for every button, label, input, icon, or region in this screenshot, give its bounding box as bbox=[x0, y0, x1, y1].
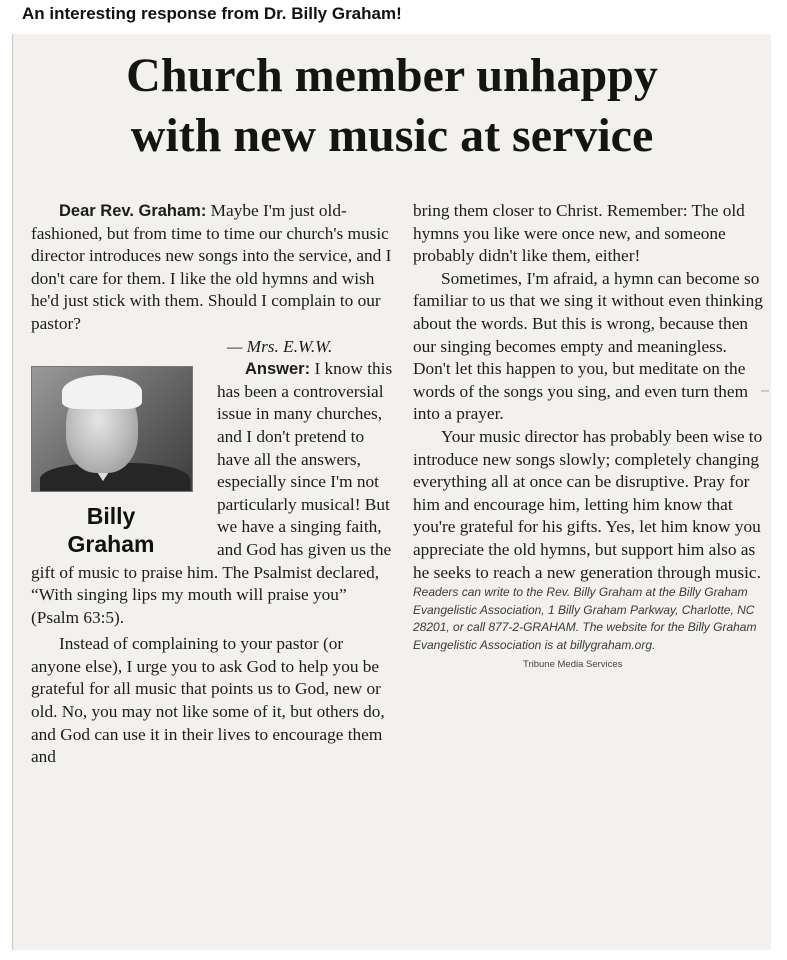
columnist-last-name: Graham bbox=[67, 531, 155, 558]
letter-paragraph bbox=[31, 200, 393, 336]
scan-mark bbox=[761, 390, 769, 392]
answer-label: Answer: bbox=[245, 360, 311, 379]
columnist-photo-block bbox=[31, 358, 209, 558]
right-column bbox=[413, 200, 763, 677]
headline-line-2: with new music at service bbox=[130, 109, 654, 162]
letter-body: Maybe I'm just old-fashioned, but from time to time our church's music director introduces new songs into the service, and I don't care for them. I like the old hymns and wish he'd just stick with them. Should I complain to our pastor? bbox=[31, 201, 392, 333]
syndication-credit: Tribune Media Services bbox=[523, 659, 623, 671]
newspaper-clipping bbox=[12, 34, 771, 950]
columnist-first-name: Billy bbox=[86, 503, 136, 530]
headline bbox=[13, 46, 771, 166]
answer-paragraph-4: Your music director has probably been wise to introduce new songs slowly; completely changing everything all at once can be disruptive. Pray for him and encourage him, letting him know that you're grateful for his gifts. Yes, let him know you appreciate the old hymns, but support him also as he seeks to reach a new generation through music. bbox=[413, 426, 763, 582]
answer-p1: I know this has been a controversial issue in many churches, and I don't pretend to have all the answers, especially since I'm not particularly musical! But we have a singing faith, and God has given us the gift of music to praise him. The Psalmist declared, “With singing lips my mouth will praise you” (Psalm 63:5). bbox=[31, 359, 393, 627]
answer-paragraph-2: Instead of complaining to your pastor (or anyone else), I urge you to ask God to help you be grateful for all music that points us to God, new or old. No, you may not like some of it, but others do, and God can use it in their lives to encourage them and bbox=[31, 634, 385, 767]
answer-paragraph-2-continued: bring them closer to Christ. Remember: The old hymns you like were once new, and someone probably didn't like them, either! bbox=[413, 201, 745, 266]
letter-signature: — Mrs. E.W.W. bbox=[227, 336, 333, 356]
left-column bbox=[31, 200, 393, 769]
columnist-byline bbox=[31, 502, 191, 558]
post-caption: An interesting response from Dr. Billy Graham! bbox=[22, 4, 402, 23]
headline-line-1: Church member unhappy bbox=[126, 49, 658, 102]
answer-paragraph-3: Sometimes, I'm afraid, a hymn can become so familiar to us that we sing it without even thinking about the words. But this is wrong, because then our singing becomes empty and meaningless. Don't let this happen to you, but meditate on the words of the songs you sing, and even turn them into a prayer. bbox=[413, 268, 763, 424]
reader-contact-note: Readers can write to the Rev. Billy Graham at the Billy Graham Evangelistic Association, 1 Billy Graham Parkway, Charlotte, NC 28201, or call 877-2-GRAHAM. The website for the Billy Graham Evangelistic Association is at billygraham.org. bbox=[413, 585, 757, 652]
letter-salutation: Dear Rev. Graham: bbox=[59, 202, 207, 220]
columnist-photo bbox=[31, 366, 193, 492]
